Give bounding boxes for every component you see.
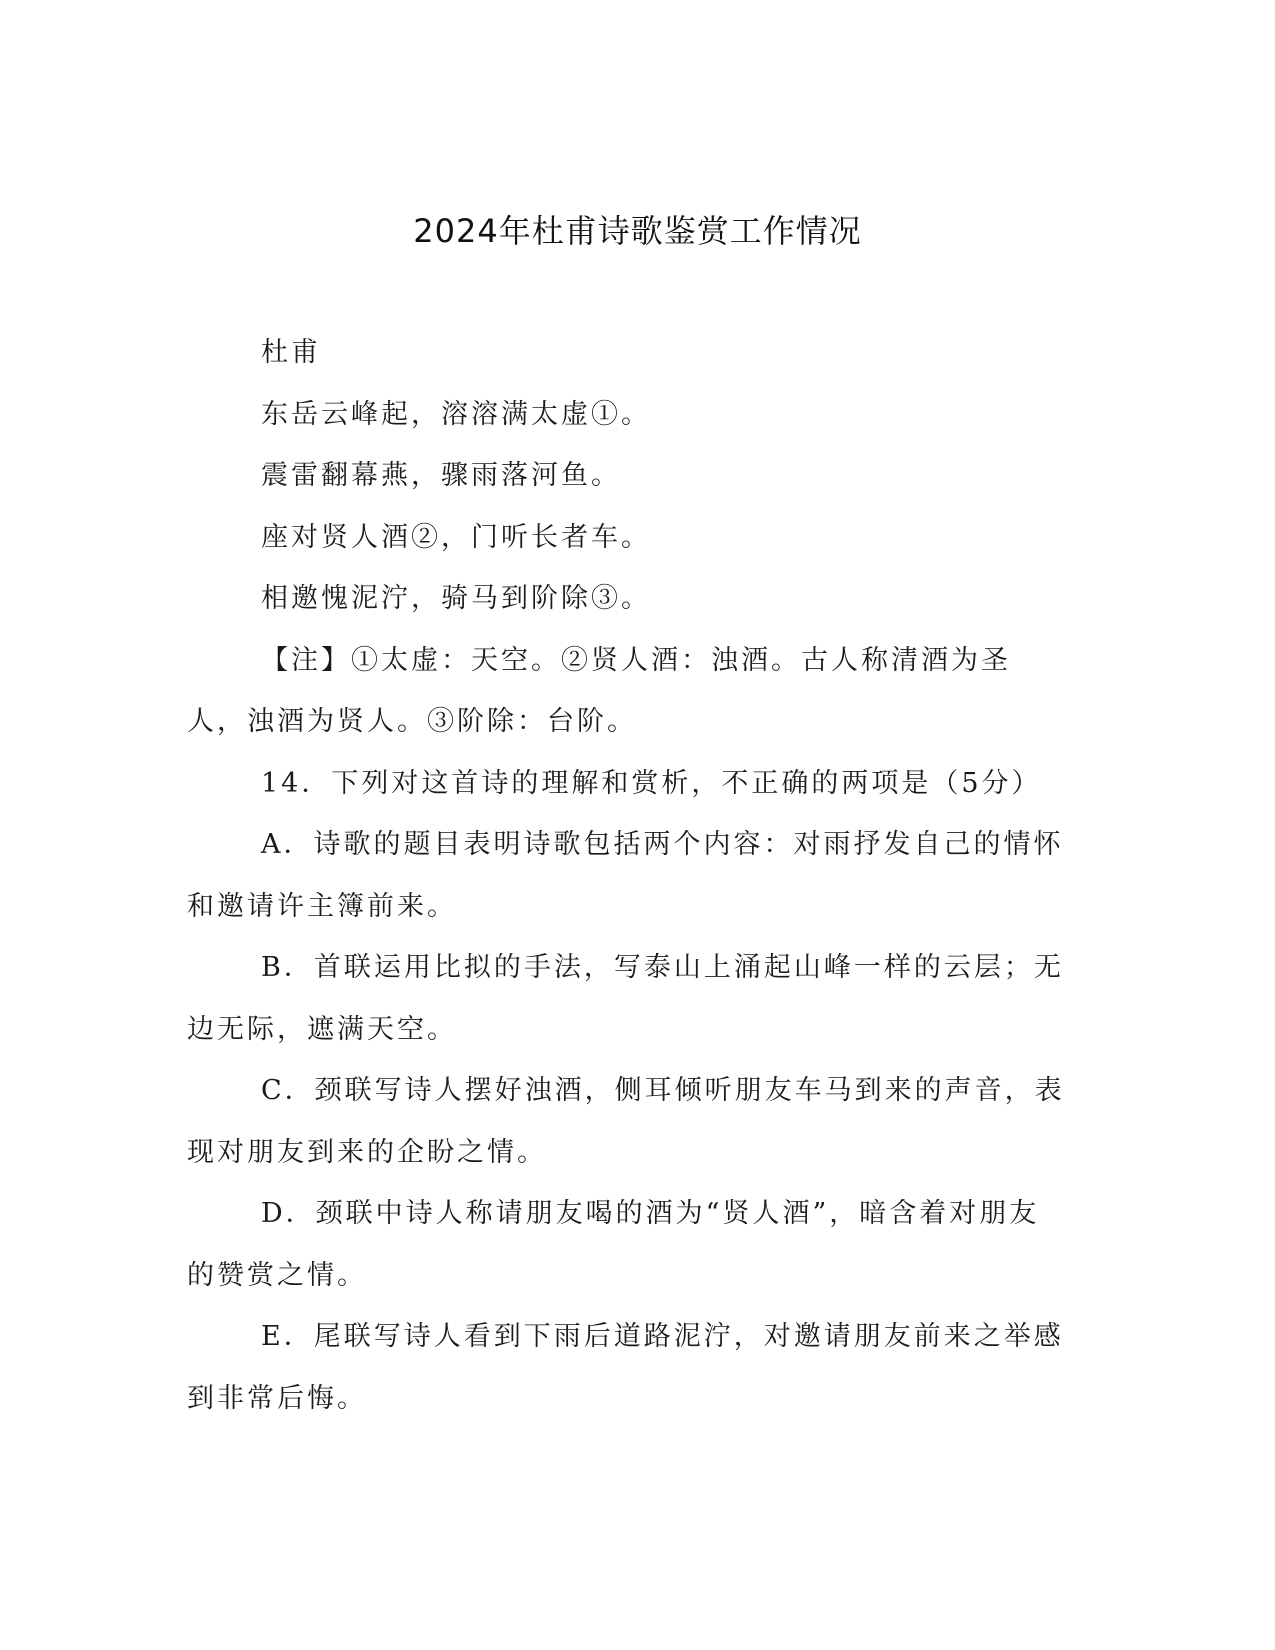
question-stem: 14．下列对这首诗的理解和赏析，不正确的两项是（5分） <box>261 767 1042 799</box>
document-body <box>187 322 1067 1429</box>
poem-line: 座对贤人酒②，门听长者车。 <box>261 521 651 553</box>
poem-author: 杜甫 <box>261 337 321 368</box>
option-a: A．诗歌的题目表明诗歌包括两个内容：对雨抒发自己的情怀和邀请许主簿前来。 <box>187 829 1064 922</box>
page-title: 2024年杜甫诗歌鉴赏工作情况 <box>413 212 862 250</box>
option-b: B．首联运用比拟的手法，写泰山上涌起山峰一样的云层；无边无际，遮满天空。 <box>187 952 1064 1045</box>
option-d: D．颈联中诗人称请朋友喝的酒为“贤人酒”，暗含着对朋友的赞赏之情。 <box>187 1198 1040 1291</box>
poem-line: 东岳云峰起，溶溶满太虚①。 <box>261 398 651 430</box>
poem-line: 相邀愧泥泞，骑马到阶除③。 <box>261 583 651 614</box>
option-c: C．颈联写诗人摆好浊酒，侧耳倾听朋友车马到来的声音，表现对朋友到来的企盼之情。 <box>187 1075 1065 1168</box>
poem-note: 【注】①太虚：天空。②贤人酒：浊酒。古人称清酒为圣人，浊酒为贤人。③阶除：台阶。 <box>187 644 1011 737</box>
poem-line: 震雷翻幕燕，骤雨落河鱼。 <box>261 460 621 491</box>
option-e: E．尾联写诗人看到下雨后道路泥泞，对邀请朋友前来之举感到非常后悔。 <box>187 1321 1064 1414</box>
